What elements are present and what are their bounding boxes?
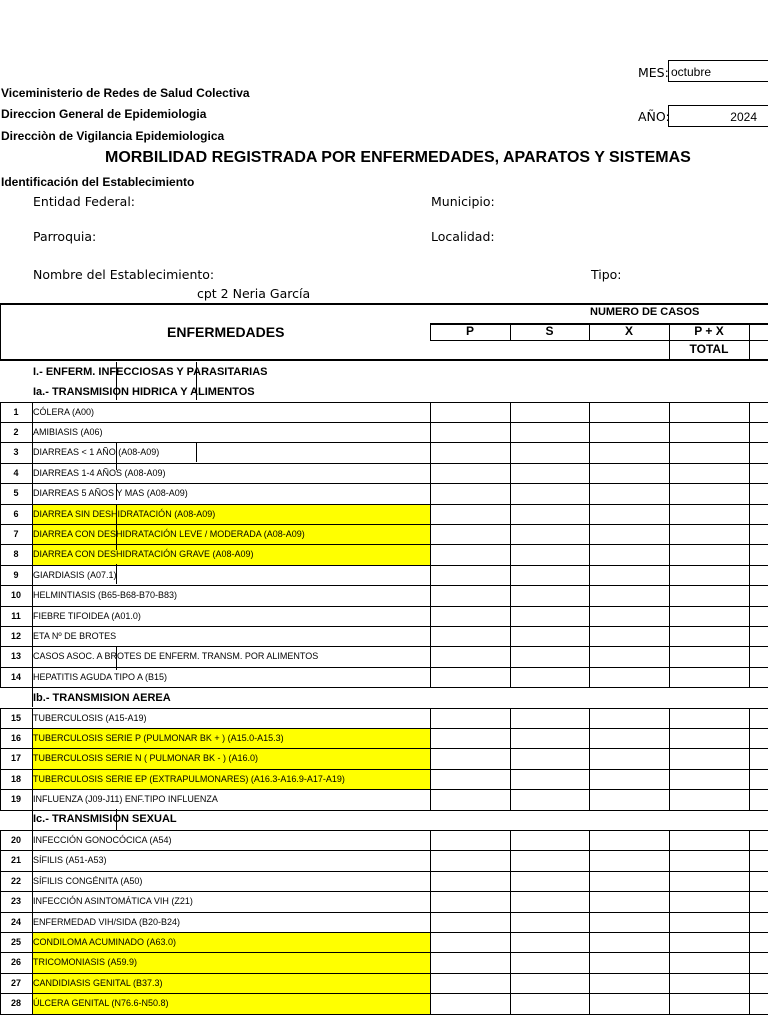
case-count-cell[interactable]: [590, 668, 669, 687]
row-number: 11: [11, 610, 21, 621]
disease-name: CASOS ASOC. A BROTES DE ENFERM. TRANSM. POR ALIMENTOS: [33, 651, 319, 662]
col-border: [589, 402, 590, 688]
case-count-cell[interactable]: [511, 892, 589, 911]
case-count-cell[interactable]: [431, 872, 510, 891]
section-sexual: Ic.- TRANSMISION SEXUAL: [33, 813, 177, 825]
identification-title: Identificación del Establecimiento: [1, 175, 195, 189]
col-border: [510, 830, 511, 1014]
row-number: 20: [10, 835, 21, 845]
case-count-cell[interactable]: [670, 443, 749, 462]
case-count-cell[interactable]: [670, 933, 749, 952]
disease-name: INFLUENZA (J09-J11) ENF.TIPO INFLUENZA: [33, 794, 218, 805]
col-border: [430, 708, 431, 810]
row-number: 12: [10, 630, 21, 641]
col-border: [589, 830, 590, 1014]
row-number: 5: [13, 488, 19, 499]
disease-name: AMIBIASIS (A06): [33, 426, 103, 437]
col-total-header: TOTAL: [689, 342, 729, 356]
case-count-cell[interactable]: [590, 749, 669, 768]
case-count-cell[interactable]: [511, 505, 589, 524]
row-number: 25: [10, 937, 21, 947]
disease-name: HELMINTIASIS (B65-B68-B70-B83): [33, 590, 178, 601]
case-count-cell[interactable]: [590, 913, 669, 932]
case-count-cell[interactable]: [590, 607, 669, 626]
case-count-cell[interactable]: [431, 913, 510, 932]
disease-name: TUBERCULOSIS SERIE EP (EXTRAPULMONARES) (A16.3-A16.9-A17-A19): [33, 773, 345, 784]
case-count-cell[interactable]: [431, 505, 510, 524]
case-count-cell[interactable]: [511, 403, 589, 422]
colheader-div-5: [749, 323, 750, 360]
case-count-cell[interactable]: [511, 749, 589, 768]
row-number: 4: [13, 467, 19, 478]
col-border: [669, 708, 670, 810]
page-title: MORBILIDAD REGISTRADA POR ENFERMEDADES, APARATOS Y SISTEMAS: [105, 149, 691, 166]
row-number: 1: [13, 406, 19, 417]
case-count-cell[interactable]: [511, 545, 589, 564]
case-count-cell[interactable]: [590, 566, 669, 585]
case-count-cell[interactable]: [670, 423, 749, 442]
case-count-cell[interactable]: [670, 913, 749, 932]
colheader-div-3: [589, 323, 590, 340]
case-count-cell[interactable]: [670, 953, 749, 972]
case-count-cell[interactable]: [511, 729, 589, 748]
table-left-border: [0, 303, 1, 360]
case-count-cell[interactable]: [431, 525, 510, 544]
case-count-cell[interactable]: [670, 586, 749, 605]
row-number: 28: [10, 998, 21, 1009]
case-count-cell[interactable]: [431, 994, 510, 1013]
case-count-cell[interactable]: [590, 974, 669, 993]
numero-casos-label: NUMERO DE CASOS: [590, 306, 700, 318]
case-count-cell[interactable]: [431, 749, 510, 768]
case-count-cell[interactable]: [511, 790, 589, 809]
org-line-2: Direccion General de Epidemiologia: [1, 107, 207, 121]
disease-name: HEPATITIS AGUDA TIPO A (B15): [33, 671, 168, 682]
case-count-cell[interactable]: [431, 974, 510, 993]
row-number: 15: [10, 712, 21, 723]
col-border: [669, 830, 670, 1014]
disease-name: CONDILOMA ACUMINADO (A63.0): [33, 937, 177, 947]
tipo-label: Tipo:: [591, 267, 622, 282]
case-count-cell[interactable]: [511, 607, 589, 626]
case-count-cell[interactable]: [511, 872, 589, 891]
col-border: [430, 402, 431, 688]
case-count-cell[interactable]: [431, 607, 510, 626]
case-count-cell[interactable]: [431, 423, 510, 442]
case-count-cell[interactable]: [670, 974, 749, 993]
case-count-cell[interactable]: [590, 851, 669, 870]
case-count-cell[interactable]: [590, 892, 669, 911]
stray-line: [116, 504, 117, 550]
disease-name: INFECCIÓN ASINTOMÁTICA VIH (Z21): [33, 896, 193, 907]
case-count-cell[interactable]: [431, 545, 510, 564]
disease-name: SÍFILIS (A51-A53): [33, 855, 107, 866]
case-count-cell[interactable]: [590, 709, 669, 728]
col-border: [749, 708, 750, 810]
case-count-cell[interactable]: [590, 464, 669, 483]
disease-name: SÍFILIS CONGÉNITA (A50): [33, 875, 143, 886]
stray-line: [116, 809, 117, 830]
case-count-cell[interactable]: [670, 647, 749, 666]
stray-line: [116, 484, 117, 500]
disease-name: TRICOMONIASIS (A59.9): [33, 957, 138, 968]
case-count-cell[interactable]: [511, 668, 589, 687]
row-number: 2: [13, 426, 19, 437]
case-count-cell[interactable]: [670, 525, 749, 544]
case-count-cell[interactable]: [590, 443, 669, 462]
disease-name: TUBERCULOSIS SERIE P (PULMONAR BK + ) (A15.0-A15.3): [33, 732, 284, 743]
mes-label: MES:: [638, 65, 669, 80]
case-count-cell[interactable]: [511, 709, 589, 728]
disease-name: DIARREAS 5 AÑOS Y MAS (A08-A09): [33, 488, 188, 499]
row-number: 8: [13, 549, 19, 560]
case-count-cell[interactable]: [431, 851, 510, 870]
disease-name: DIARREA CON DESHIDRATACIÓN GRAVE (A08-A09): [33, 549, 254, 560]
case-count-cell[interactable]: [590, 505, 669, 524]
disease-name: GIARDIASIS (A07.1): [33, 569, 117, 580]
mes-value: octubre: [671, 65, 712, 79]
col-border: [510, 402, 511, 688]
disease-name: ETA Nº DE BROTES: [33, 630, 117, 641]
case-count-cell[interactable]: [590, 872, 669, 891]
ano-label: AÑO:: [638, 109, 670, 124]
case-count-cell[interactable]: [670, 851, 749, 870]
case-count-cell[interactable]: [431, 892, 510, 911]
case-count-cell[interactable]: [511, 851, 589, 870]
case-count-cell[interactable]: [670, 770, 749, 789]
org-line-3: Direcciòn de Vigilancia Epidemiologica: [1, 129, 225, 143]
section-aerea: Ib.- TRANSMISION AEREA: [33, 692, 171, 704]
case-count-cell[interactable]: [670, 484, 749, 503]
disease-name: ÚLCERA GENITAL (N76.6-N50.8): [33, 998, 169, 1009]
case-count-cell[interactable]: [590, 831, 669, 850]
org-line-1: Viceministerio de Redes de Salud Colectiva: [1, 86, 250, 100]
row-number: 21: [10, 855, 21, 866]
stray-line-2: [196, 362, 197, 400]
row-divider: [0, 1014, 768, 1015]
case-count-cell[interactable]: [511, 484, 589, 503]
row-number: 26: [10, 957, 21, 968]
case-count-cell[interactable]: [511, 647, 589, 666]
row-number: 19: [10, 794, 21, 805]
case-count-cell[interactable]: [511, 913, 589, 932]
case-count-cell[interactable]: [670, 545, 749, 564]
case-count-cell[interactable]: [511, 443, 589, 462]
disease-name: DIARREA SIN DESHIDRATACIÓN (A08-A09): [33, 508, 216, 519]
row-number: 16: [10, 732, 21, 743]
row-number: 23: [10, 896, 21, 907]
case-count-cell[interactable]: [590, 790, 669, 809]
case-count-cell[interactable]: [670, 729, 749, 748]
stray-line: [116, 564, 117, 584]
row-number: 24: [10, 916, 21, 927]
case-count-cell[interactable]: [670, 566, 749, 585]
case-count-cell[interactable]: [511, 953, 589, 972]
disease-name: ENFERMEDAD VIH/SIDA (B20-B24): [33, 916, 181, 927]
case-count-cell[interactable]: [590, 586, 669, 605]
case-count-cell[interactable]: [431, 464, 510, 483]
localidad-label: Localidad:: [431, 229, 495, 244]
col-border: [430, 830, 431, 1014]
colheader-div-1: [430, 323, 431, 340]
case-count-cell[interactable]: [431, 586, 510, 605]
case-count-cell[interactable]: [431, 566, 510, 585]
col-border-num: [32, 687, 33, 707]
disease-name: TUBERCULOSIS SERIE N ( PULMONAR BK - ) (A16.0): [33, 753, 259, 764]
case-count-cell[interactable]: [670, 994, 749, 1013]
case-count-cell[interactable]: [511, 974, 589, 993]
case-count-cell[interactable]: [431, 709, 510, 728]
stray-line: [196, 442, 197, 462]
case-count-cell[interactable]: [431, 953, 510, 972]
case-count-cell[interactable]: [511, 464, 589, 483]
case-count-cell[interactable]: [590, 953, 669, 972]
case-count-cell[interactable]: [431, 831, 510, 850]
section-infecciosas: I.- ENFERM. INFECCIOSAS Y PARASITARIAS: [33, 366, 268, 378]
case-count-cell[interactable]: [431, 790, 510, 809]
case-count-cell[interactable]: [590, 933, 669, 952]
case-count-cell[interactable]: [511, 627, 589, 646]
case-count-cell[interactable]: [431, 484, 510, 503]
case-count-cell[interactable]: [511, 831, 589, 850]
case-count-cell[interactable]: [511, 933, 589, 952]
case-count-cell[interactable]: [670, 464, 749, 483]
case-count-cell[interactable]: [590, 729, 669, 748]
case-count-cell[interactable]: [670, 668, 749, 687]
col-p-header: P: [465, 324, 474, 338]
case-count-cell[interactable]: [431, 668, 510, 687]
municipio-label: Municipio:: [431, 194, 495, 209]
case-count-cell[interactable]: [511, 770, 589, 789]
col-px-header: P + X: [694, 324, 724, 338]
disease-name: INFECCIÓN GONOCÓCICA (A54): [33, 835, 172, 845]
col-border: [510, 708, 511, 810]
case-count-cell[interactable]: [590, 525, 669, 544]
case-count-cell[interactable]: [431, 443, 510, 462]
case-count-cell[interactable]: [590, 484, 669, 503]
col-x-header: X: [624, 324, 633, 338]
section-hidrica: Ia.- TRANSMISION HIDRICA Y ALIMENTOS: [33, 386, 255, 398]
case-count-cell[interactable]: [670, 403, 749, 422]
stray-line: [116, 442, 117, 470]
row-number: 3: [13, 447, 19, 458]
case-count-cell[interactable]: [511, 423, 589, 442]
col-border-num: [32, 830, 33, 1014]
row-number: 22: [10, 875, 21, 886]
colheader-div-2: [510, 323, 511, 340]
case-count-cell[interactable]: [670, 790, 749, 809]
disease-name: DIARREAS 1-4 AÑOS (A08-A09): [33, 467, 166, 478]
row-number: 27: [10, 977, 21, 988]
ano-value: 2024: [730, 110, 757, 124]
case-count-cell[interactable]: [670, 892, 749, 911]
case-count-cell[interactable]: [670, 709, 749, 728]
case-count-cell[interactable]: [670, 607, 749, 626]
disease-name: TUBERCULOSIS (A15-A19): [33, 712, 147, 723]
row-number: 10: [10, 590, 21, 601]
case-count-cell[interactable]: [511, 566, 589, 585]
case-count-cell[interactable]: [590, 627, 669, 646]
case-count-cell[interactable]: [431, 647, 510, 666]
case-count-cell[interactable]: [590, 403, 669, 422]
case-count-cell[interactable]: [511, 586, 589, 605]
case-count-cell[interactable]: [590, 545, 669, 564]
row-number: 13: [10, 651, 21, 662]
enfermedades-header: ENFERMEDADES: [167, 324, 285, 340]
col-s-header: S: [545, 324, 554, 338]
case-count-cell[interactable]: [590, 994, 669, 1013]
total-bottom: [0, 359, 768, 361]
row-number: 17: [10, 753, 21, 764]
case-count-cell[interactable]: [590, 647, 669, 666]
disease-name: DIARREA CON DESHIDRATACIÓN LEVE / MODERADA (A08-A09): [33, 528, 305, 539]
colheader-bottom: [430, 340, 768, 341]
case-count-cell[interactable]: [670, 872, 749, 891]
case-count-cell[interactable]: [431, 729, 510, 748]
col-border-left: [0, 830, 1, 1014]
case-count-cell[interactable]: [431, 403, 510, 422]
nombre-label: Nombre del Establecimiento:: [33, 267, 215, 282]
colheader-div-4: [669, 323, 670, 360]
case-count-cell[interactable]: [511, 994, 589, 1013]
row-divider: [0, 687, 768, 688]
row-number: 9: [13, 569, 19, 580]
col-border: [589, 708, 590, 810]
case-count-cell[interactable]: [431, 627, 510, 646]
case-count-cell[interactable]: [670, 831, 749, 850]
nombre-value: cpt 2 Neria García: [197, 286, 311, 301]
col-border-num: [32, 809, 33, 830]
case-count-cell[interactable]: [590, 423, 669, 442]
row-number: 18: [10, 773, 21, 784]
case-count-cell[interactable]: [670, 627, 749, 646]
table-top-border: [0, 303, 768, 305]
stray-line: [116, 646, 117, 670]
stray-line-1: [116, 362, 117, 400]
disease-name: FIEBRE TIFOIDEA (A01.0): [33, 610, 141, 621]
disease-name: CANDIDIASIS GENITAL (B37.3): [33, 977, 163, 988]
case-count-cell[interactable]: [670, 749, 749, 768]
col-border-left: [0, 402, 1, 688]
case-count-cell[interactable]: [590, 770, 669, 789]
disease-name: CÓLERA (A00): [33, 406, 95, 417]
col-border: [749, 402, 750, 688]
disease-name: DIARREAS < 1 AÑO (A08-A09): [33, 447, 160, 458]
case-count-cell[interactable]: [670, 505, 749, 524]
row-number: 7: [13, 528, 19, 539]
col-border-num: [32, 708, 33, 810]
col-border: [749, 830, 750, 1014]
parroquia-label: Parroquia:: [33, 229, 97, 244]
col-border-left: [0, 708, 1, 810]
row-number: 14: [10, 671, 21, 682]
entidad-label: Entidad Federal:: [33, 194, 136, 209]
case-count-cell[interactable]: [431, 770, 510, 789]
row-number: 6: [13, 508, 19, 519]
col-border: [669, 402, 670, 688]
col-border-num: [32, 402, 33, 688]
case-count-cell[interactable]: [511, 525, 589, 544]
case-count-cell[interactable]: [431, 933, 510, 952]
